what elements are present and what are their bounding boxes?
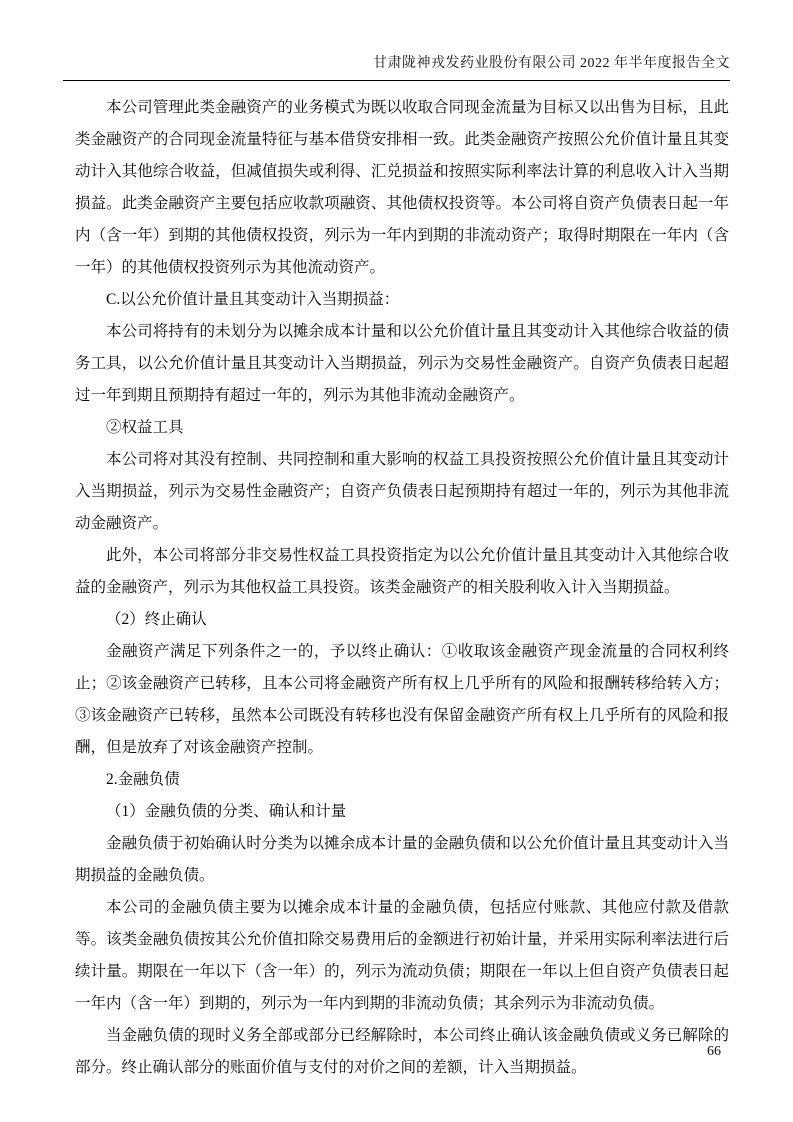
paragraph: 当金融负债的现时义务全部或部分已经解除时，本公司终止确认该金融负债或义务已解除的部分。终止确认部分的账面价值与支付的对价之间的差额，计入当期损益。: [75, 1027, 729, 1076]
paragraph: C.以公允价值计量且其变动计入当期损益：: [106, 291, 400, 308]
paragraph: 本公司管理此类金融资产的业务模式为既以收取合同现金流量为目标又以出售为目标，且此类金融资产的合同现金流量特征与基本借贷安排相一致。此类金融资产按照公允价值计量且其变动计入其他综合收益，但减值损失或利得、汇兑损益和按照实际利率法计算的利息收入计入当期损益。此类金融资产主要包括应收款项融资、其他债权投资等。本公司将自资产负债表日起一年内（含一年）到期的其他债权投资，列示为一年内到期的非流动资产；取得时期限在一年内（含一年）的其他债权投资列示为其他流动资产。: [75, 99, 729, 276]
report-title: 甘肃陇神戎发药业股份有限公司 2022 年半年度报告全文: [373, 56, 730, 71]
paragraph: 本公司的金融负债主要为以摊余成本计量的金融负债，包括应付账款、其他应付款及借款等。该类金融负债按其公允价值扣除交易费用后的金额进行初始计量，并采用实际利率法进行后续计量。期限在一年以下（含一年）的，列示为流动负债；期限在一年以上但自资产负债表日起一年内（含一年）到期的，列示为一年内到期的非流动负债；其余列示为非流动负债。: [75, 899, 729, 1012]
paragraph: ②权益工具: [106, 419, 184, 436]
page-number: 66: [707, 1044, 721, 1059]
paragraph: 本公司将对其没有控制、共同控制和重大影响的权益工具投资按照公允价值计量且其变动计入当期损益，列示为交易性金融资产；自资产负债表日起预期持有超过一年的，列示为其他非流动金融资产。: [75, 451, 729, 532]
paragraph: 2.金融负债: [106, 771, 180, 788]
paragraph: 金融负债于初始确认时分类为以摊余成本计量的金融负债和以公允价值计量且其变动计入当期损益的金融负债。: [75, 835, 729, 884]
paragraph: 金融资产满足下列条件之一的，予以终止确认：①收取该金融资产现金流量的合同权利终止；②该金融资产已转移，且本公司将金融资产所有权上几乎所有的风险和报酬转移给转入方；③该金融资产已转移，虽然本公司既没有转移也没有保留金融资产所有权上几乎所有的风险和报酬，但是放弃了对该金融资产控制。: [75, 643, 729, 756]
paragraph: （1）金融负债的分类、确认和计量: [106, 803, 347, 820]
paragraph: 此外，本公司将部分非交易性权益工具投资指定为以公允价值计量且其变动计入其他综合收益的金融资产，列示为其他权益工具投资。该类金融资产的相关股利收入计入当期损益。: [75, 547, 729, 596]
document-body: [75, 92, 729, 1084]
paragraph: 本公司将持有的未划分为以摊余成本计量和以公允价值计量且其变动计入其他综合收益的债务工具，以公允价值计量且其变动计入当期损益，列示为交易性金融资产。自资产负债表日起超过一年到期且预期持有超过一年的，列示为其他非流动金融资产。: [75, 323, 729, 404]
paragraph: （2）终止确认: [106, 611, 207, 628]
page-header: [63, 52, 730, 81]
